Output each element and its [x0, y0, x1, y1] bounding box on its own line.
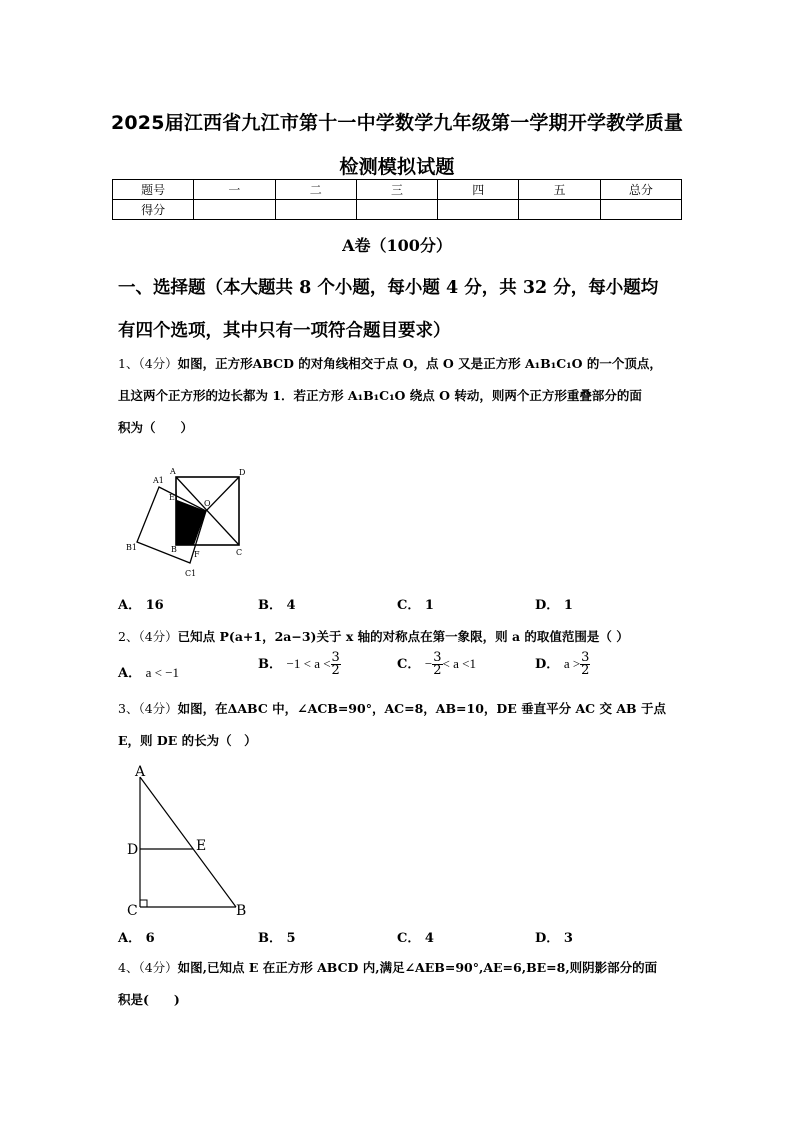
score-cell — [438, 200, 519, 220]
score-header-cell: 五 — [519, 180, 600, 200]
question-3-line2 — [118, 731, 257, 749]
question-number: 2、（4分） — [118, 629, 178, 644]
label-d: D — [239, 468, 246, 477]
label-a: A — [135, 764, 146, 780]
question-text: 如图,已知点 E 在正方形 ABCD 内,满足∠AEB=90°,AE=6,BE=8,则阴影部分的面 — [177, 960, 658, 975]
part1-heading-line1: 一、选择题（本大题共 8 个小题，每小题 4 分，共 32 分，每小题均 — [118, 278, 659, 298]
question-text: 如图，在ΔABC 中，∠ACB=90°，AC=8，AB=10，DE 垂直平分 AC 交 AB 于点 — [177, 701, 666, 716]
question-1-line1 — [118, 354, 662, 372]
q3-option-b[interactable]: B． 5 — [258, 931, 296, 946]
score-header-cell: 三 — [356, 180, 437, 200]
label-e: E — [169, 493, 175, 502]
q1-option-d[interactable]: D． 1 — [535, 598, 573, 613]
label-b: B — [171, 545, 177, 554]
score-header-cell: 题号 — [113, 180, 194, 200]
exam-title-line2: 检测模拟试题 — [339, 156, 455, 178]
label-f: F — [194, 550, 200, 559]
label-c: C — [127, 903, 138, 919]
question-2-line1 — [118, 627, 629, 645]
score-header-cell: 四 — [438, 180, 519, 200]
question-text: 积为（ ） — [118, 420, 194, 435]
square-rotation-figure — [110, 450, 270, 590]
question-text: 且这两个正方形的边长都为 1．若正方形 A₁B₁C₁O 绕点 O 转动，则两个正方形重叠部分的面 — [118, 388, 642, 403]
question-1-line3 — [118, 418, 193, 436]
question-text: 如图，正方形ABCD 的对角线相交于点 O，点 O 又是正方形 A₁B₁C₁O 的一个顶点， — [177, 356, 662, 371]
question-3-line1 — [118, 699, 666, 717]
label-e: E — [196, 838, 207, 854]
q2-option-c[interactable]: C． − $\frac{3}{2}$ < a <1 — [397, 650, 476, 678]
q1-option-a[interactable]: A． 16 — [118, 598, 164, 613]
label-a: A — [170, 467, 176, 476]
label-b1: B1 — [126, 543, 137, 552]
question-text: 积是( ) — [118, 992, 180, 1007]
score-table-header-row — [113, 180, 682, 200]
label-a1: A1 — [153, 476, 164, 485]
score-header-cell: 总分 — [600, 180, 681, 200]
q1-option-c[interactable]: C． 1 — [397, 598, 434, 613]
question-text: 已知点 P(a+1，2a−3)关于 x 轴的对称点在第一象限，则 a 的取值范围是（ ） — [177, 629, 629, 644]
question-text: E，则 DE 的长为（ ） — [118, 733, 257, 748]
q3-option-d[interactable]: D． 3 — [535, 931, 573, 946]
score-table — [112, 179, 682, 220]
fraction: $\frac{3}{2}$ — [433, 650, 442, 678]
question-number: 1、（4分） — [118, 356, 178, 371]
q2-option-b[interactable]: B． −1 < a < $\frac{3}{2}$ — [258, 650, 340, 678]
score-cell — [275, 200, 356, 220]
part1-heading-line2: 有四个选项，其中只有一项符合题目要求） — [118, 321, 451, 341]
q3-option-a[interactable]: A． 6 — [118, 931, 155, 946]
label-c1: C1 — [185, 569, 197, 578]
exam-title-line1: 2025届江西省九江市第十一中学数学九年级第一学期开学教学质量 — [110, 112, 684, 134]
question-4-line1 — [118, 958, 657, 976]
right-triangle-figure — [110, 755, 270, 920]
score-cell — [356, 200, 437, 220]
question-4-line2 — [118, 990, 180, 1008]
score-cell — [519, 200, 600, 220]
question-1-line2 — [118, 386, 642, 404]
score-cell — [194, 200, 275, 220]
fraction: $\frac{3}{2}$ — [581, 650, 590, 678]
q2-option-d[interactable]: D． a > $\frac{3}{2}$ — [535, 650, 590, 678]
label-b: B — [236, 903, 247, 919]
label-c: C — [236, 548, 243, 557]
label-o: O — [204, 499, 211, 508]
q1-option-b[interactable]: B． 4 — [258, 598, 296, 613]
q2-option-a[interactable]: A． a < −1 — [118, 665, 180, 681]
score-cell — [600, 200, 681, 220]
label-d: D — [127, 842, 139, 858]
score-header-cell: 一 — [194, 180, 275, 200]
section-a-heading: A卷（100分） — [342, 236, 452, 255]
score-table-score-row — [113, 200, 682, 220]
question-number: 4、（4分） — [118, 960, 178, 975]
score-header-cell: 二 — [275, 180, 356, 200]
score-row-label: 得分 — [113, 200, 194, 220]
question-number: 3、（4分） — [118, 701, 178, 716]
q3-option-c[interactable]: C． 4 — [397, 931, 434, 946]
fraction: $\frac{3}{2}$ — [331, 650, 340, 678]
